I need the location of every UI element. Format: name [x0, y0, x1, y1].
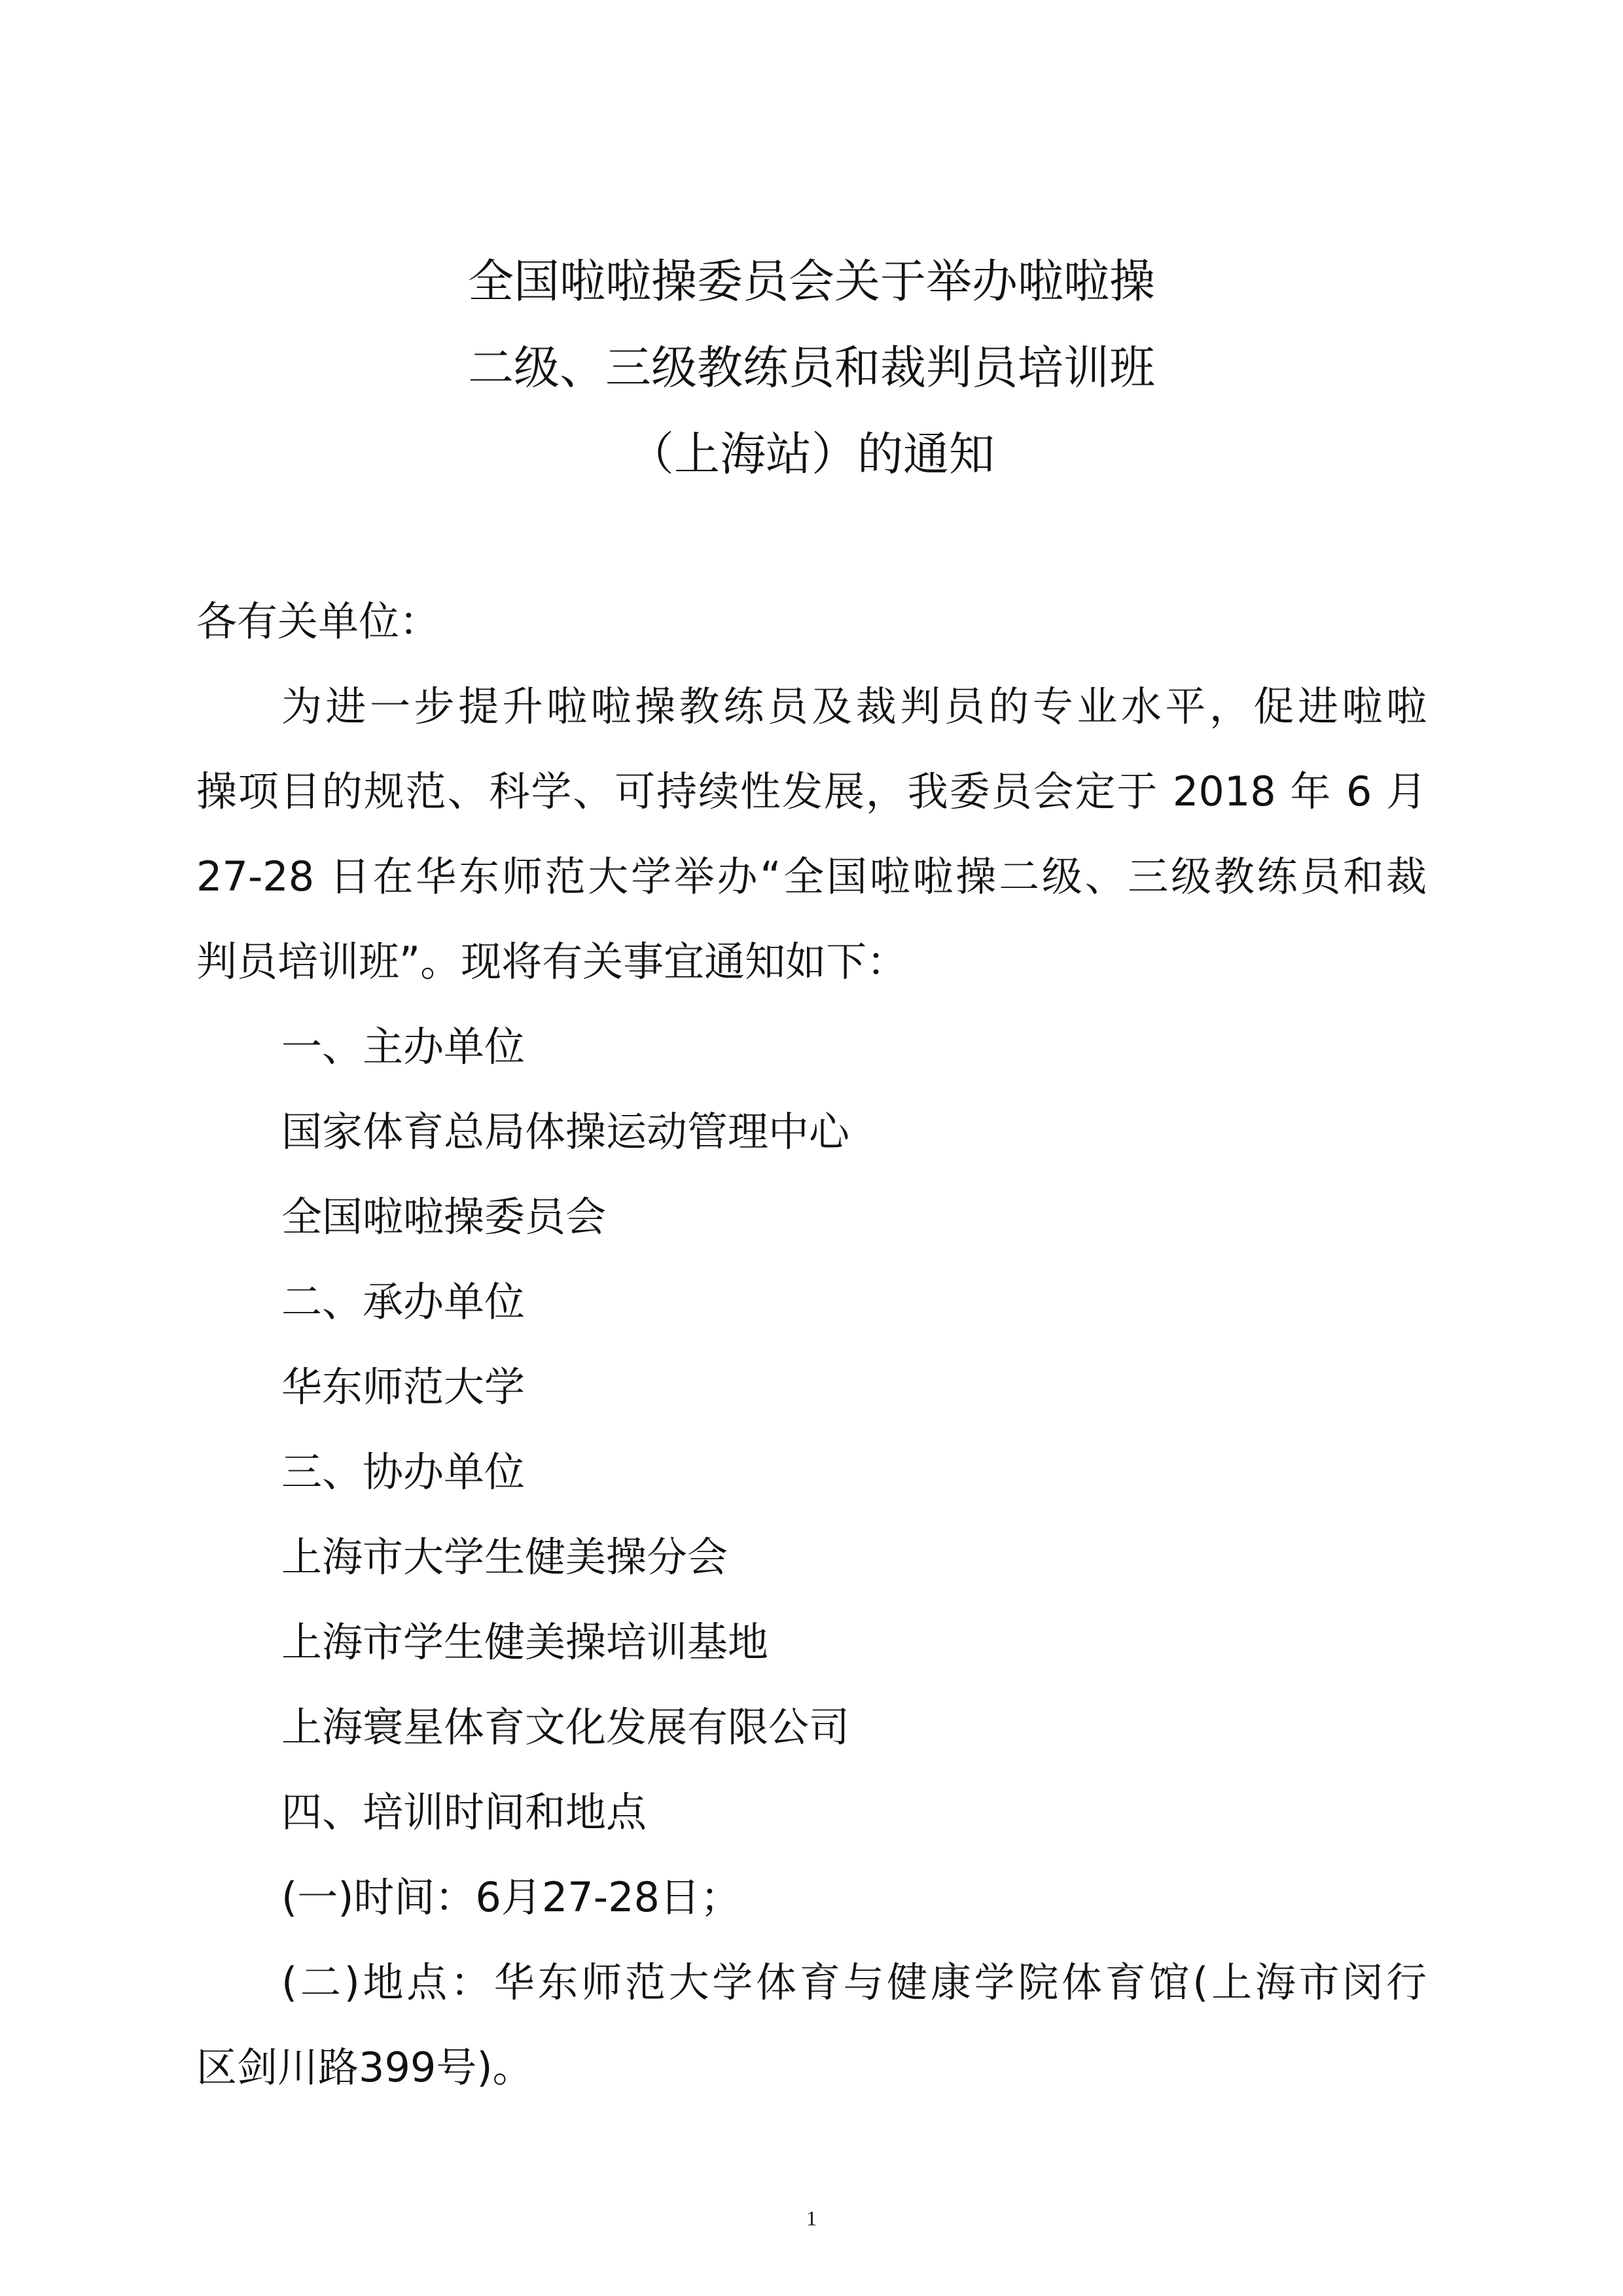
salutation: 各有关单位：	[196, 597, 440, 645]
document-title-line-2: 二级、三级教练员和裁判员培训班	[468, 341, 1155, 395]
intro-paragraph-line-2: 操项目的规范、科学、可持续性发展，我委员会定于 2018 年 6 月	[196, 768, 1427, 815]
assist-item: 上海市大学生健美操分会	[281, 1533, 728, 1581]
document-title-line-3: （上海站）的通知	[628, 427, 995, 481]
intro-paragraph-line-3: 27-28 日在华东师范大学举办“全国啦啦操二级、三级教练员和裁	[196, 853, 1427, 900]
organizer-item: 国家体育总局体操运动管理中心	[281, 1108, 850, 1156]
intro-paragraph-line-4: 判员培训班”。现将有关事宜通知如下：	[196, 938, 908, 985]
organizer-item: 全国啦啦操委员会	[281, 1193, 607, 1241]
time-line: (一)时间：6月27-28日；	[281, 1873, 741, 1921]
section-heading-assist: 三、协办单位	[281, 1448, 526, 1496]
host-item: 华东师范大学	[281, 1363, 526, 1411]
section-heading-time-place: 四、培训时间和地点	[281, 1788, 647, 1836]
intro-paragraph-line-1: 为进一步提升啦啦操教练员及裁判员的专业水平，促进啦啦	[281, 682, 1427, 730]
place-line-2: 区剑川路399号)。	[196, 2043, 533, 2091]
place-line-1: (二)地点：华东师范大学体育与健康学院体育馆(上海市闵行	[281, 1958, 1427, 2006]
document-title-line-1: 全国啦啦操委员会关于举办啦啦操	[468, 255, 1155, 308]
page-number: 1	[806, 2206, 817, 2230]
section-heading-host: 二、承办单位	[281, 1278, 526, 1326]
assist-item: 上海市学生健美操培训基地	[281, 1618, 769, 1666]
section-heading-organizer: 一、主办单位	[281, 1023, 526, 1070]
assist-item: 上海寰星体育文化发展有限公司	[281, 1703, 850, 1751]
